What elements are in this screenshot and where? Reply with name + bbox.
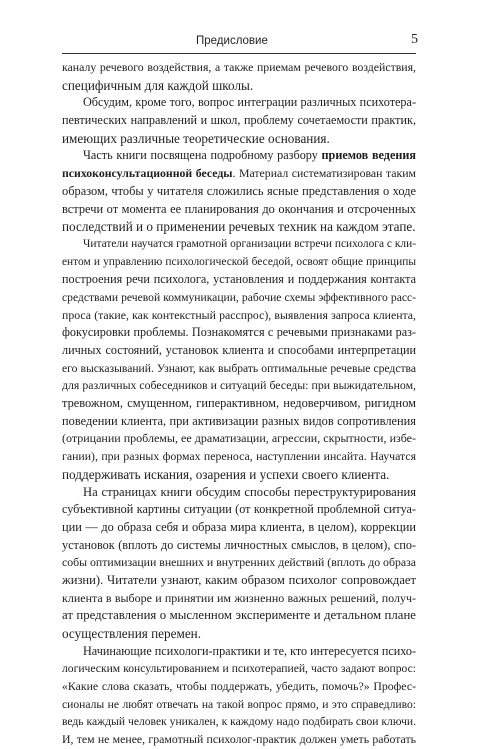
line-text: На страницах книги обсудим способы переструктурирования	[83, 484, 416, 499]
line-text: (отрицании проблемы, ее драматизации, агрессии, скрытности, избе-	[62, 431, 416, 446]
line-text: Читатели научатся грамотной организации встречи психолога с кли-	[83, 237, 416, 250]
text-line	[62, 201, 416, 219]
text-line	[62, 413, 416, 431]
line-text: логическим консультированием и психотерапией, часто задают вопрос:	[62, 662, 416, 676]
line-text: поддерживать искания, озарения и успехи своего клиента.	[62, 466, 390, 482]
text-line	[62, 696, 416, 714]
line-text: субъективной картины ситуации (от конкретной проблемной ситуа-	[62, 502, 416, 517]
text-line	[62, 484, 416, 502]
line-text: «Какие слова сказать, чтобы поддержать, убедить, помочь?» Профес-	[62, 679, 416, 694]
line-text: имеющих различные теоретические основания.	[62, 130, 330, 146]
header-rule	[62, 53, 416, 54]
text-line	[62, 183, 416, 201]
line-text: тревожном, смущенном, гиперактивном, недоверчивом, ригидном	[62, 396, 416, 411]
text-line	[62, 324, 416, 342]
text-line	[62, 554, 416, 572]
text-line	[62, 218, 416, 236]
text-line	[62, 519, 416, 537]
line-text: ентом и управлению психологической беседой, освоят общие принципы	[62, 255, 416, 268]
line-text: сионалы не любят отвечать на такой вопрос прямо, и это справедливо:	[62, 697, 416, 711]
running-title: Предисловие	[196, 35, 268, 47]
line-text: для различных собеседников и ситуаций беседы: при выжидательном,	[62, 378, 416, 393]
line-text: встречи от момента ее планирования до окончания и отсроченных	[62, 201, 416, 216]
line-text: клиента в выборе и принятии им жизненно важных решений, получ-	[62, 590, 416, 605]
text-line	[62, 271, 416, 289]
text-line	[62, 236, 416, 254]
bold-term: психоконсультационной беседы	[62, 166, 233, 181]
line-text: каналу речевого воздействия, а также приемам речевого воздействия,	[62, 60, 416, 74]
text-line	[62, 59, 416, 77]
line-text: образом, чтобы у читателя сложились ясные представления о ходе	[62, 183, 416, 198]
text-line	[62, 377, 416, 395]
body-text	[62, 59, 416, 749]
text-line	[62, 713, 416, 731]
text-line	[62, 307, 416, 325]
line-text: проса (такие, как контекстный расспрос), выявления запроса клиента,	[62, 307, 416, 322]
text-line	[62, 572, 416, 590]
line-text: Часть книги посвящена подробному разбору	[83, 148, 322, 163]
text-line	[62, 77, 416, 95]
line-text: ат представления о мысленном эксперименте и детальном плане	[62, 608, 416, 623]
text-line	[62, 342, 416, 360]
text-line	[62, 430, 416, 448]
text-line	[62, 466, 416, 484]
text-line	[62, 607, 416, 625]
page-header	[62, 34, 416, 52]
line-text: гании), при разных формах переноса, наступлении инсайта. Научатся	[62, 449, 416, 464]
text-line	[62, 660, 416, 678]
text-line	[62, 360, 416, 378]
text-line	[62, 147, 416, 165]
line-text-after: . Материал систематизирован таким	[232, 166, 417, 181]
line-text: осуществления перемен.	[62, 626, 202, 641]
line-text: собы оптимизации внешних и внутренних действий (вплоть до образа	[62, 555, 416, 570]
text-line	[62, 395, 416, 413]
text-line	[62, 165, 416, 183]
line-text: ции — до образа себя и образа мира клиента, в целом), коррекции	[62, 519, 416, 534]
text-line	[62, 254, 416, 272]
text-line	[62, 289, 416, 307]
line-text: Начинающие психологи-практики и те, кто интересуется психо-	[83, 643, 417, 658]
text-line	[62, 731, 416, 749]
text-line	[62, 625, 416, 643]
text-line	[62, 537, 416, 555]
text-line	[62, 112, 416, 130]
line-text: жизни). Читатели узнают, каким образом психолог сопровождает	[62, 572, 416, 587]
line-text: построения речи психолога, установления и поддержания контакта	[62, 272, 416, 287]
text-line	[62, 590, 416, 608]
line-text: специфичным для каждой школы.	[62, 77, 254, 93]
text-line	[62, 130, 416, 148]
line-text: И, тем не менее, грамотный психолог-практик должен уметь работать	[62, 732, 416, 747]
line-text: его высказываний. Узнают, как выбрать оптимальные речевые средства	[62, 361, 416, 375]
line-text: средствами речевой коммуникации, рабочие схемы эффективного расс-	[62, 290, 416, 304]
line-text: ведь каждый человек уникален, к каждому надо подбирать свои ключи.	[62, 715, 416, 729]
line-text: фокусировки проблемы. Познакомятся с речевыми признаками раз-	[62, 325, 416, 340]
text-line	[62, 643, 416, 661]
text-line	[62, 501, 416, 519]
text-line	[62, 94, 416, 112]
text-line	[62, 448, 416, 466]
text-line	[62, 678, 416, 696]
bold-term: приемов ведения	[321, 148, 416, 163]
line-text: личных состояний, установок клиента и способами интерпретации	[62, 343, 416, 357]
line-text: певтических направлений и школ, проблему сочетаемости практик,	[62, 113, 416, 128]
line-text: последствий и о применении речевых техник на каждом этапе.	[62, 219, 416, 235]
line-text: установок (вплоть до системы личностных смыслов, в целом), спо-	[62, 537, 416, 552]
page-number: 5	[411, 32, 418, 47]
line-text: поведении клиента, при активизации разных видов сопротивления	[62, 413, 416, 428]
line-text: Обсудим, кроме того, вопрос интеграции различных психотера-	[83, 95, 416, 110]
